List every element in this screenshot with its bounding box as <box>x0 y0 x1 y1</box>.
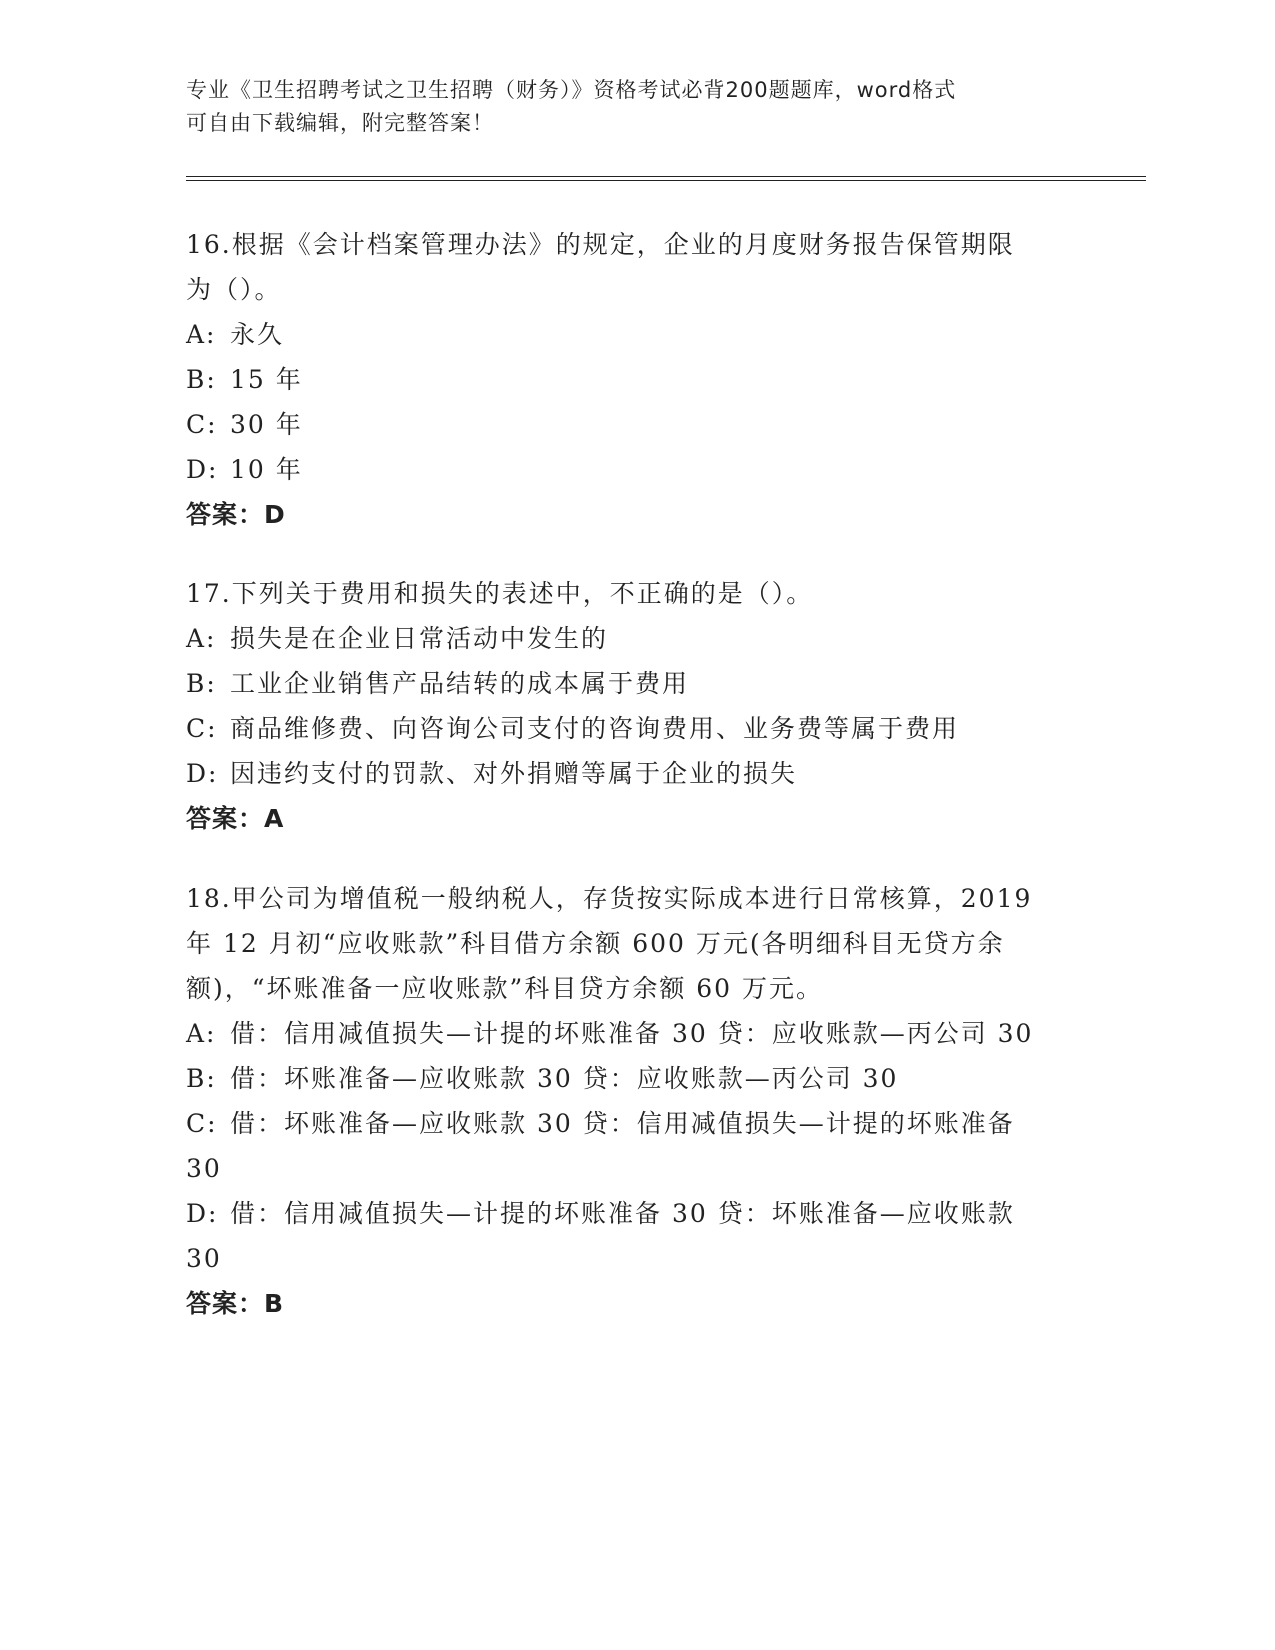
option-label: D: <box>186 1199 219 1228</box>
question-stem-line: 18.甲公司为增值税一般纳税人，存货按实际成本进行日常核算，2019 <box>186 884 1033 913</box>
question-17 <box>186 571 1086 841</box>
option-text: 永久 <box>230 320 285 349</box>
option-label: A: <box>186 624 217 653</box>
option-text: 损失是在企业日常活动中发生的 <box>230 624 609 653</box>
option-b <box>186 661 1086 706</box>
option-label: A: <box>186 320 217 349</box>
option-c-continuation: 30 <box>186 1154 222 1183</box>
option-c <box>186 706 1086 751</box>
question-stem-line: 为（）。 <box>186 275 282 304</box>
option-label: C: <box>186 1109 218 1138</box>
option-text: 工业企业销售产品结转的成本属于费用 <box>230 669 690 698</box>
option-label: C: <box>186 410 218 439</box>
header-line-2: 可自由下载编辑，附完整答案！ <box>186 111 494 135</box>
option-text: 借：信用减值损失—计提的坏账准备 30 贷：应收账款—丙公司 30 <box>230 1019 1034 1048</box>
option-text: 借：坏账准备—应收账款 30 贷：信用减值损失—计提的坏账准备 <box>230 1109 1015 1138</box>
answer-line: 答案：B <box>186 1289 285 1318</box>
option-label: B: <box>186 669 217 698</box>
option-label: B: <box>186 365 217 394</box>
question-18 <box>186 876 1086 1326</box>
option-d-continuation: 30 <box>186 1244 222 1273</box>
option-label: D: <box>186 455 219 484</box>
option-b <box>186 357 1086 402</box>
option-label: A: <box>186 1019 217 1048</box>
question-stem-line: 17.下列关于费用和损失的表述中，不正确的是（）。 <box>186 579 814 608</box>
option-text: 30 年 <box>230 410 303 439</box>
option-label: B: <box>186 1064 217 1093</box>
question-16 <box>186 222 1086 537</box>
option-c <box>186 402 1086 447</box>
option-label: D: <box>186 759 219 788</box>
option-b <box>186 1056 1086 1101</box>
option-a <box>186 616 1086 661</box>
header-line-1: 专业《卫生招聘考试之卫生招聘（财务）》资格考试必背200题题库，word格式 <box>186 78 957 102</box>
answer-line: 答案：D <box>186 500 286 529</box>
header-divider <box>186 176 1146 181</box>
question-stem-line: 额)，“坏账准备一应收账款”科目贷方余额 60 万元。 <box>186 974 824 1003</box>
document-header <box>186 74 1066 140</box>
option-text: 因违约支付的罚款、对外捐赠等属于企业的损失 <box>230 759 798 788</box>
option-a <box>186 1011 1086 1056</box>
option-text: 商品维修费、向咨询公司支付的咨询费用、业务费等属于费用 <box>230 714 960 743</box>
answer-line: 答案：A <box>186 804 285 833</box>
option-c <box>186 1101 1086 1146</box>
option-text: 15 年 <box>230 365 303 394</box>
option-d <box>186 447 1086 492</box>
option-text: 10 年 <box>230 455 303 484</box>
option-d <box>186 751 1086 796</box>
option-text: 借：信用减值损失—计提的坏账准备 30 贷：坏账准备—应收账款 <box>230 1199 1015 1228</box>
question-stem-line: 16.根据《会计档案管理办法》的规定，企业的月度财务报告保管期限 <box>186 230 1015 259</box>
option-d <box>186 1191 1086 1236</box>
option-a <box>186 312 1086 357</box>
question-stem-line: 年 12 月初“应收账款”科目借方余额 600 万元(各明细科目无贷方余 <box>186 929 1005 958</box>
option-label: C: <box>186 714 218 743</box>
option-text: 借：坏账准备—应收账款 30 贷：应收账款—丙公司 30 <box>230 1064 899 1093</box>
